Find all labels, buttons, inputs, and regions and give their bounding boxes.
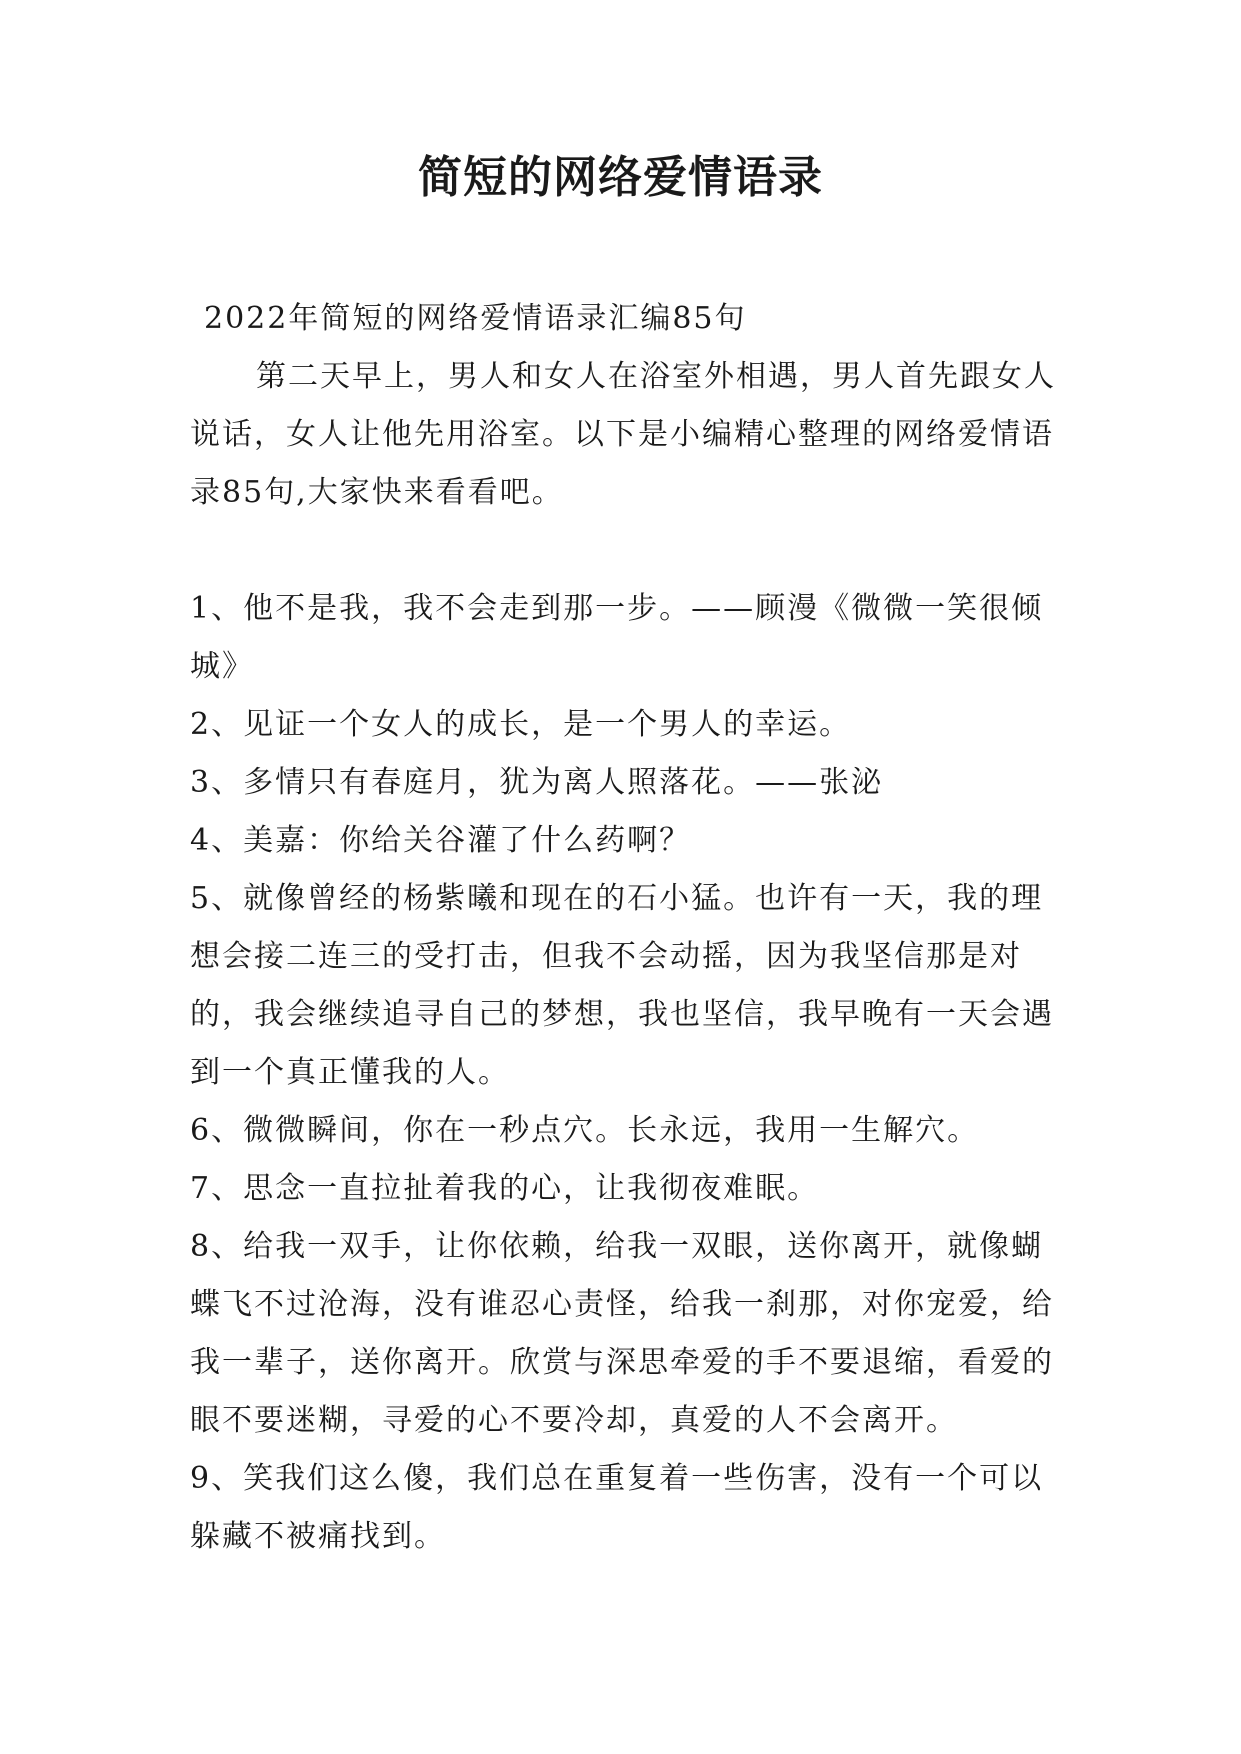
document-subtitle: 2022年简短的网络爱情语录汇编85句	[204, 301, 747, 336]
document-body	[190, 290, 1075, 1566]
quote-item: 7、思念一直拉扯着我的心，让我彻夜难眠。	[190, 1171, 820, 1206]
quote-item: 4、美嘉：你给关谷灌了什么药啊？	[190, 823, 692, 858]
paragraph-spacer	[190, 522, 1075, 580]
quote-item: 5、就像曾经的杨紫曦和现在的石小猛。也许有一天，我的理想会接二连三的受打击，但我不会动摇，因为我坚信那是对的，我会继续追寻自己的梦想，我也坚信，我早晚有一天会遇到一个真正懂我的人。	[190, 881, 1054, 1090]
quote-item: 6、微微瞬间，你在一秒点穴。长永远，我用一生解穴。	[190, 1113, 980, 1148]
intro-paragraph: 第二天早上，男人和女人在浴室外相遇，男人首先跟女人说话，女人让他先用浴室。以下是小编精心整理的网络爱情语录85句,大家快来看看吧。	[190, 359, 1056, 510]
quote-item: 9、笑我们这么傻，我们总在重复着一些伤害，没有一个可以躲藏不被痛找到。	[190, 1461, 1044, 1554]
document-title: 简短的网络爱情语录	[418, 152, 823, 203]
quote-item: 8、给我一双手，让你依赖，给我一双眼，送你离开，就像蝴蝶飞不过沧海，没有谁忍心责怪，给我一刹那，对你宠爱，给我一辈子，送你离开。欣赏与深思牵爱的手不要退缩，看爱的眼不要迷糊，寻爱的心不要冷却，真爱的人不会离开。	[190, 1229, 1054, 1438]
quote-item: 2、见证一个女人的成长，是一个男人的幸运。	[190, 707, 852, 742]
quote-list	[190, 580, 1075, 1566]
quote-item: 3、多情只有春庭月，犹为离人照落花。——张泌	[190, 765, 884, 800]
quote-item: 1、他不是我，我不会走到那一步。——顾漫《微微一笑很倾城》	[190, 591, 1044, 684]
